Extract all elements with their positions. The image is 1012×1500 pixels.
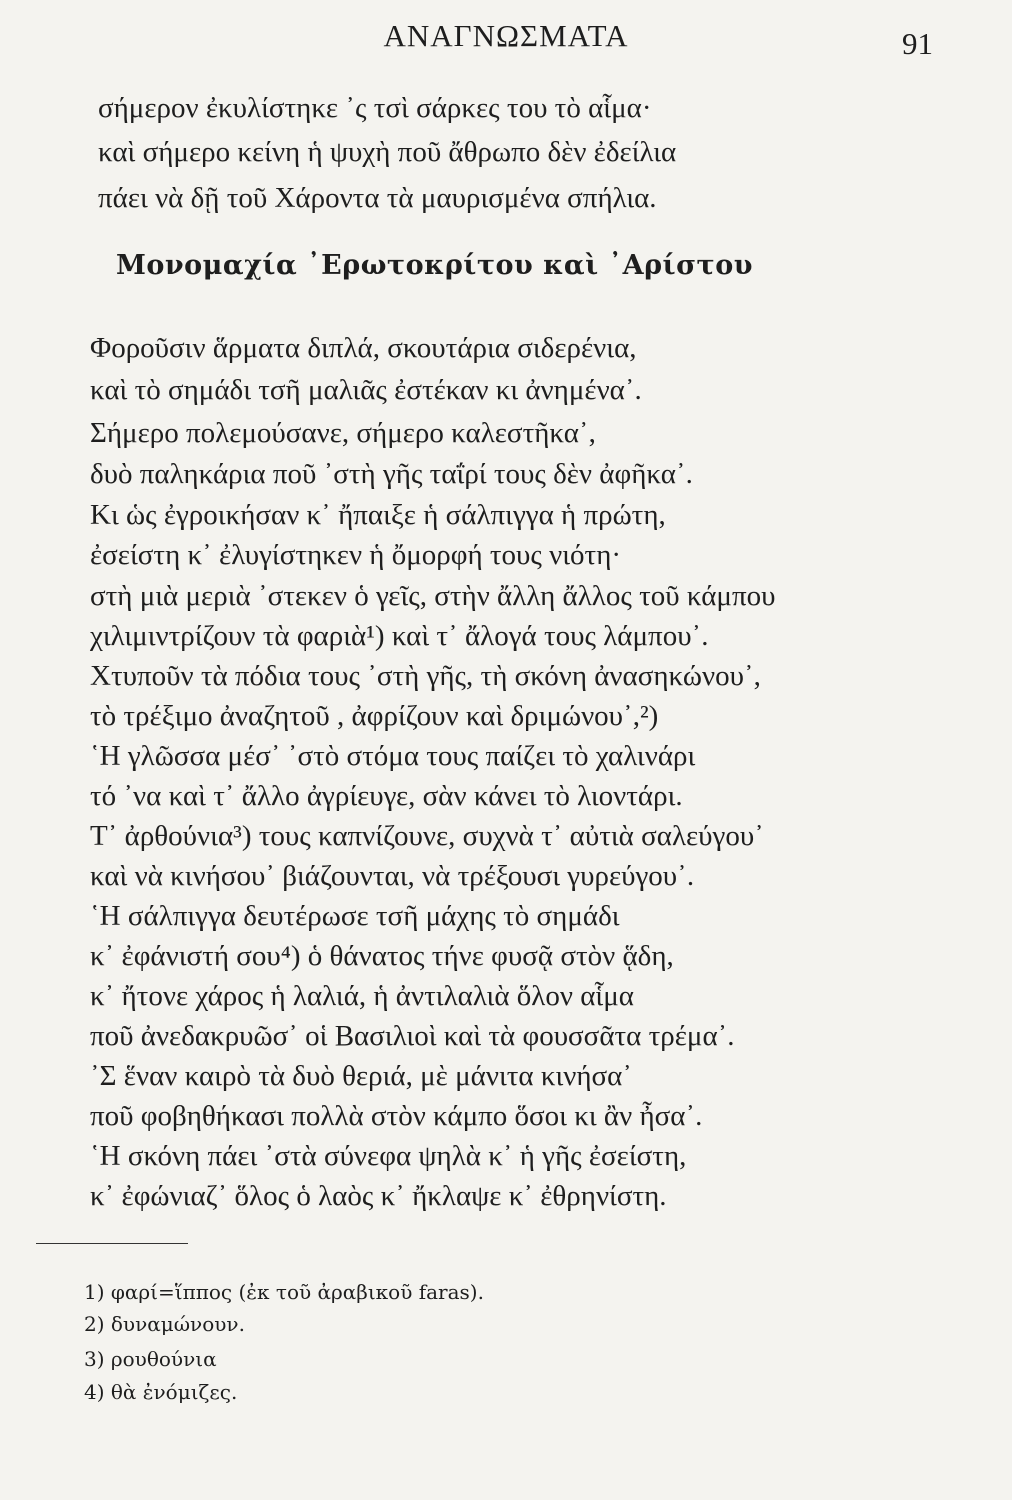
intro-line: καὶ σήμερο κείνη ἡ ψυχὴ ποῦ ἄθρωπο δὲν ἐδείλια xyxy=(98,136,677,168)
intro-line: πάει νὰ δῇ τοῦ Χάροντα τὰ μαυρισμένα σπήλια. xyxy=(98,182,657,214)
poem-line: καὶ τὸ σημάδι τσῆ μαλιᾶς ἐστέκαν κι ἀνημένα᾽. xyxy=(90,374,642,406)
intro-line: σήμερον ἐκυλίστηκε ᾽ς τσὶ σάρκες του τὸ αἷμα· xyxy=(98,92,652,124)
footnote: 2) δυναμώνουν. xyxy=(84,1312,245,1336)
poem-line: ᾽Σ ἕναν καιρὸ τὰ δυὸ θεριά, μὲ μάνιτα κινήσα᾽ xyxy=(90,1060,633,1092)
poem-line: Φοροῦσιν ἅρματα διπλά, σκουτάρια σιδερένια, xyxy=(90,332,637,364)
poem-line: ποῦ ἀνεδακρυῶσ᾽ οἱ Βασιλιοὶ καὶ τὰ φουσσᾶτα τρέμα᾽. xyxy=(90,1020,735,1052)
poem-line: ποῦ φοβηθήκασι πολλὰ στὸν κάμπο ὅσοι κι ἂν ἦσα᾽. xyxy=(90,1100,703,1132)
poem-line: χιλιμιντρίζουν τὰ φαριὰ¹) καὶ τ᾽ ἄλογά τους λάμπου᾽. xyxy=(90,620,709,652)
poem-line: καὶ νὰ κινήσου᾽ βιάζουνται, νὰ τρέξουσι γυρεύγου᾽. xyxy=(90,860,695,892)
poem-line: τὸ τρέξιμο ἀναζητοῦ , ἀφρίζουν καὶ δριμώνου᾽,²) xyxy=(90,700,659,732)
footnote-rule xyxy=(36,1243,188,1244)
poem-line: Σήμερο πολεμούσανε, σήμερο καλεστῆκα᾽, xyxy=(90,417,596,449)
footnote: 3) ρουθούνια xyxy=(84,1347,217,1371)
poem-line: ῾Η σκόνη πάει ᾽στὰ σύνεφα ψηλὰ κ᾽ ἡ γῆς ἐσείστη, xyxy=(90,1140,687,1172)
poem-line: στὴ μιὰ μεριὰ ᾽στεκεν ὁ γεῖς, στὴν ἄλλη ἄλλος τοῦ κάμπου xyxy=(90,580,776,612)
poem-line: Κι ὡς ἐγροικήσαν κ᾽ ἤπαιξε ἡ σάλπιγγα ἡ πρώτη, xyxy=(90,499,666,531)
poem-line: ῾Η γλῶσσα μέσ᾽ ᾽στὸ στόμα τους παίζει τὸ χαλινάρι xyxy=(90,740,696,772)
page-number: 91 xyxy=(902,26,933,61)
poem-line: Χτυποῦν τὰ πόδια τους ᾽στὴ γῆς, τὴ σκόνη ἀνασηκώνου᾽, xyxy=(90,660,761,692)
footnote: 4) θὰ ἐνόμιζες. xyxy=(84,1380,238,1404)
section-heading: Μονομαχία ᾽Ερωτοκρίτου καὶ ᾽Αρίστου xyxy=(116,250,753,281)
footnote: 1) φαρί=ἵππος (ἐκ τοῦ ἀραβικοῦ faras). xyxy=(84,1280,484,1304)
poem-line: ῾Η σάλπιγγα δευτέρωσε τσῆ μάχης τὸ σημάδι xyxy=(90,900,620,932)
poem-line: κ᾽ ἤτονε χάρος ἡ λαλιά, ἡ ἀντιλαλιὰ ὅλον αἷμα xyxy=(90,980,634,1012)
poem-line: κ᾽ ἐφάνιστή σου⁴) ὁ θάνατος τήνε φυσᾷ στὸν ᾅδη, xyxy=(90,940,674,972)
poem-line: κ᾽ ἐφώνιαζ᾽ ὅλος ὁ λαὸς κ᾽ ἤκλαψε κ᾽ ἐθρηνίστη. xyxy=(90,1180,667,1212)
poem-line: δυὸ παληκάρια ποῦ ᾽στὴ γῆς ταΐρί τους δὲν ἀφῆκα᾽. xyxy=(90,458,693,490)
poem-line: ἐσείστη κ᾽ ἐλυγίστηκεν ἡ ὄμορφή τους νιότη· xyxy=(90,539,622,571)
poem-line: Τ᾽ ἀρθούνια³) τους καπνίζουνε, συχνὰ τ᾽ αὐτιὰ σαλεύγου᾽ xyxy=(90,820,764,852)
poem-line: τό ᾽να καὶ τ᾽ ἄλλο ἀγρίευγε, σὰν κάνει τὸ λιοντάρι. xyxy=(90,780,683,812)
running-title: ΑΝΑΓΝΩΣΜΑΤΑ xyxy=(383,18,629,53)
